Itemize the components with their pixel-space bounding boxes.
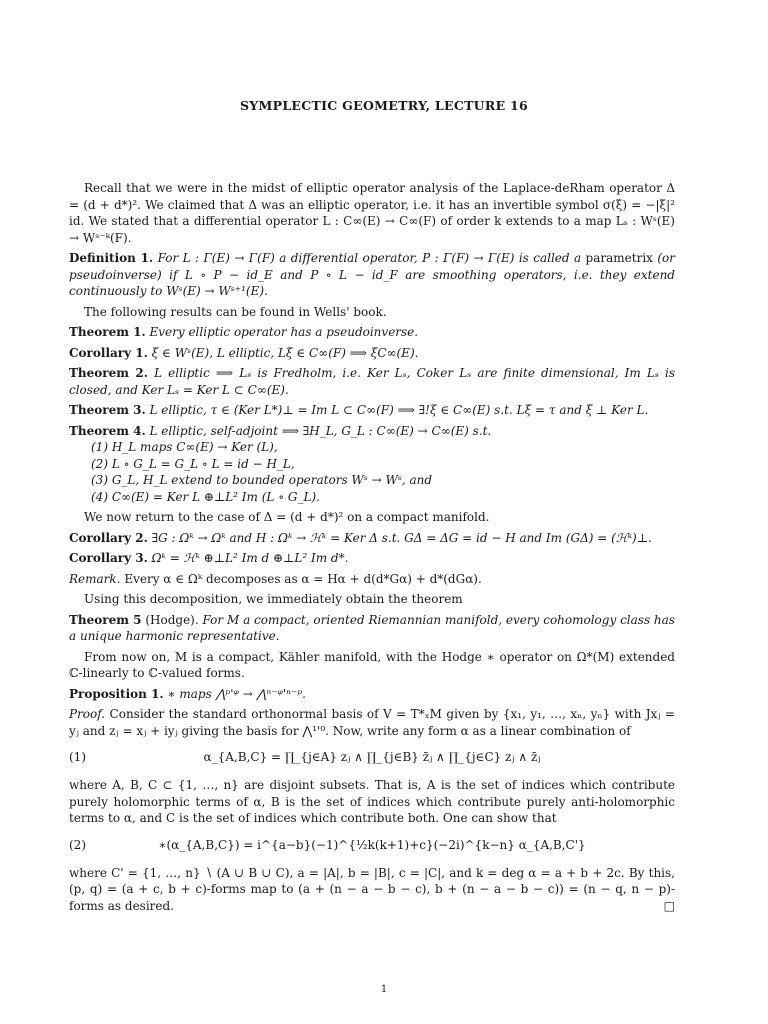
equation-number: (2) bbox=[69, 837, 86, 852]
list-item: (1) H_L maps C∞(E) → Ker (L), bbox=[91, 440, 278, 454]
qed-symbol: □ bbox=[663, 898, 675, 913]
corollary-1: Corollary 1. ξ ∈ Wˢ(E), L elliptic, Lξ ∈ C∞(F) ⟹ ξC∞(E). bbox=[69, 345, 419, 360]
equation-1 bbox=[69, 743, 675, 773]
return-paragraph: We now return to the case of Δ = (d + d*)² on a compact manifold. bbox=[84, 510, 490, 524]
equation-body: ∗(α_{A,B,C}) = i^{a−b}(−1)^{½k(k+1)+c}(−2i)^{k−n} α_{A,B,C'} bbox=[158, 837, 586, 852]
list-item: (3) G_L, H_L extend to bounded operators Wˢ → Wˢ, and bbox=[91, 473, 433, 487]
theorem-4-list bbox=[69, 439, 675, 505]
proof-paragraph-2: where A, B, C ⊂ {1, …, n} are disjoint subsets. That is, A is the set of indices which contribute purely holomorphic terms of α, B is the set of indices which contribute purely anti-holomorphic terms to α, and C is the set of indices which contribute both. One can show that bbox=[69, 778, 675, 825]
list-item: (4) C∞(E) = Ker L ⊕⊥L² Im (L ∘ G_L). bbox=[91, 489, 320, 504]
theorem-3: Theorem 3. L elliptic, τ ∈ (Ker L*)⊥ = Im L ⊂ C∞(F) ⟹ ∃!ξ ∈ C∞(E) s.t. Lξ = τ and ξ ⊥ Ker L. bbox=[69, 403, 649, 417]
remark: Remark. Every α ∈ Ωᵏ decomposes as α = Hα + d(d*Gα) + d*(dGα). bbox=[69, 571, 482, 586]
theorem-5: Theorem 5 (Hodge). For M a compact, oriented Riemannian manifold, every cohomology class has a unique harmonic representative. bbox=[69, 612, 675, 643]
wells-note: The following results can be found in Wells' book. bbox=[84, 304, 387, 319]
intro-paragraph: Recall that we were in the midst of elliptic operator analysis of the Laplace-deRham operator Δ = (d + d*)². We claimed that Δ was an elliptic operator, i.e. it has an invertible symbol σ(ξ) = −|ξ|² id. We stated that a differential operator L : C∞(E) → C∞(F) of order k extends to a map Lₛ : Wˢ(E) → Wˢ⁻ᵏ(F). bbox=[69, 181, 675, 245]
list-item: (2) L ∘ G_L = G_L ∘ L = id − H_L, bbox=[91, 456, 295, 471]
equation-body: α_{A,B,C} = ∏_{j∈A} zⱼ ∧ ∏_{j∈B} z̄ⱼ ∧ ∏_{j∈C} zⱼ ∧ z̄ⱼ bbox=[203, 750, 541, 764]
parametrix-term: parametrix bbox=[585, 251, 653, 265]
equation-2 bbox=[69, 831, 675, 861]
theorem-1: Theorem 1. Every elliptic operator has a pseudoinverse. bbox=[69, 325, 419, 339]
proof: Proof. Consider the standard orthonormal basis of V = T*ₓM given by {x₁, y₁, …, xₙ, yₙ} with Jxⱼ = yⱼ and zⱼ = xⱼ + iyⱼ giving the basis for ⋀¹'⁰. Now, write any form α as a linear combination of bbox=[69, 707, 675, 738]
document-body bbox=[69, 180, 675, 918]
page-title: SYMPLECTIC GEOMETRY, LECTURE 16 bbox=[239, 98, 529, 113]
corollary-3: Corollary 3. Ωᵏ = ℋᵏ ⊕⊥L² Im d ⊕⊥L² Im d*. bbox=[69, 551, 349, 565]
kahler-paragraph: From now on, M is a compact, Kähler manifold, with the Hodge ∗ operator on Ω*(M) extended ℂ-linearly to ℂ-valued forms. bbox=[69, 649, 675, 680]
corollary-2: Corollary 2. ∃G : Ωᵏ → Ωᵏ and H : Ωᵏ → ℋᵏ = Ker Δ s.t. GΔ = ΔG = id − H and Im (GΔ) = (ℋᵏ)⊥. bbox=[69, 530, 652, 545]
proposition-1: Proposition 1. ∗ maps ⋀ᵖ'ᵠ → ⋀ⁿ⁻ᵠ'ⁿ⁻ᵖ. bbox=[69, 686, 306, 701]
definition-1-head: Definition 1. bbox=[69, 251, 154, 265]
definition-1: Definition 1. For L : Γ(E) → Γ(F) a differential operator, P : Γ(F) → Γ(E) is called a parametrix (or pseudoinverse) if L ∘ P − id_E and P ∘ L − id_F are smoothing operators, i.e. they extend continuously to Wˢ(E) → Wˢ⁺¹(E). bbox=[69, 251, 675, 298]
proof-paragraph-3: where C' = {1, …, n} ∖ (A ∪ B ∪ C), a = |A|, b = |B|, c = |C|, and k = deg α = a + b + 2c. By this, (p, q) = (a + c, b + c)-forms map to (a + (n − a − b − c), b + (n − a − b − c)) = (n − q, n − p)-forms as desired. □ bbox=[69, 865, 675, 913]
theorem-4: Theorem 4. L elliptic, self-adjoint ⟹ ∃H_L, G_L : C∞(E) → C∞(E) s.t. bbox=[69, 423, 492, 438]
using-paragraph: Using this decomposition, we immediately obtain the theorem bbox=[84, 592, 463, 606]
theorem-2: Theorem 2. L elliptic ⟹ Lₛ is Fredholm, i.e. Ker Lₛ, Coker Lₛ are finite dimensional, Im Lₛ is closed, and Ker Lₛ = Ker L ⊂ C∞(E). bbox=[69, 366, 675, 397]
equation-number: (1) bbox=[69, 750, 86, 764]
page-number: 1 bbox=[380, 984, 388, 995]
